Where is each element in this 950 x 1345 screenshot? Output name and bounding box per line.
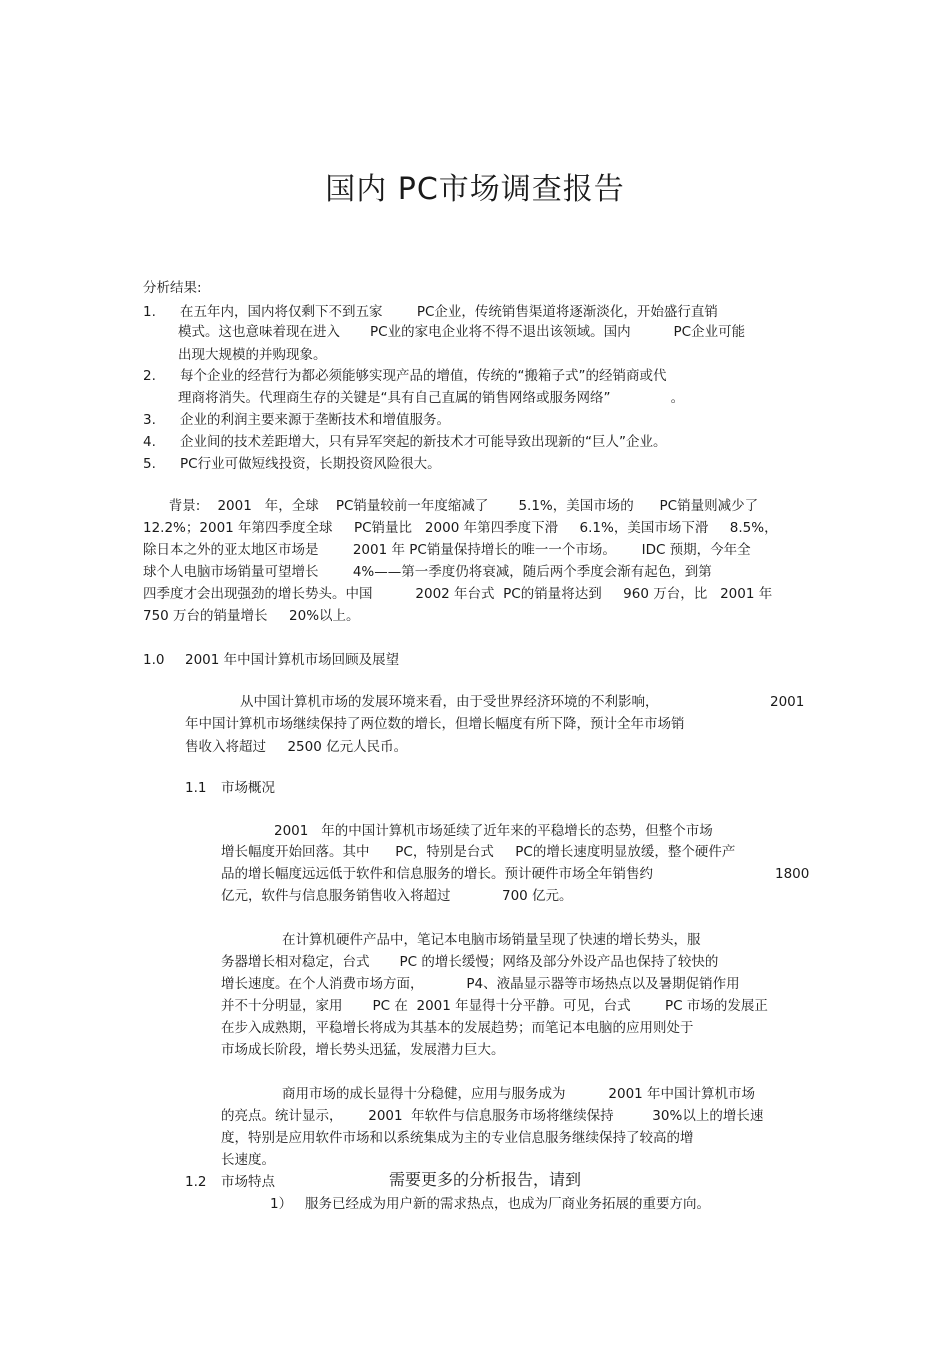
section-paragraph-line: 售收入将超过 2500 亿元人民币。 [185,739,408,755]
paragraph-number: 1800 [775,866,810,882]
paragraph-line: 的亮点。统计显示， 2001 年软件与信息服务市场将继续保持 30%以上的增长速 [221,1108,764,1124]
section-number: 1.0 [143,652,165,668]
paragraph-line: 品的增长幅度远远低于软件和信息服务的增长。预计硬件市场全年销售约 [221,866,653,882]
subsection-title: 市场特点 [221,1174,275,1190]
list-item-line: 企业的利润主要来源于垄断技术和增值服务。 [180,412,450,428]
subsection-number: 1.2 [185,1174,207,1190]
subsection-number: 1.1 [185,780,207,796]
list-item-line: 每个企业的经营行为都必须能够实现产品的增值，传统的“搬箱子式”的经销商或代 [180,368,667,384]
list-item-line: 理商将消失。代理商生存的关键是“具有自己直属的销售网络或服务网络” 。 [178,390,685,406]
list-item-line: PC行业可做短线投资，长期投资风险很大。 [180,456,441,472]
section-title: 2001 年中国计算机市场回顾及展望 [185,652,400,668]
list-item-line: 企业间的技术差距增大，只有异军突起的新技术才可能导致出现新的“巨人”企业。 [180,434,667,450]
paragraph-line: 增长幅度开始回落。其中 PC，特别是台式 PC的增长速度明显放缓，整个硬件产 [221,844,736,860]
list-item-number: 5. [143,456,156,472]
background-line: 四季度才会出现强劲的增长势头。中国 2002 年台式 PC的销量将达到 960 万台，比 2001 年 [143,586,773,602]
paragraph-line: 并不十分明显，家用 PC 在 2001 年显得十分平静。可见，台式 PC 市场的发展正 [221,998,768,1014]
paragraph-line: 市场成长阶段，增长势头迅猛，发展潜力巨大。 [221,1042,505,1058]
background-line: 背景: 2001 年，全球 PC销量较前一年度缩减了 5.1%，美国市场的 PC销量则减少了 [143,498,759,514]
section-paragraph-line: 年中国计算机市场继续保持了两位数的增长，但增长幅度有所下降，预计全年市场销 [185,716,685,732]
paragraph-line: 在计算机硬件产品中，笔记本电脑市场销量呈现了快速的增长势头，服 [282,932,701,948]
list-item-line: 出现大规模的并购现象。 [178,347,327,363]
promo-text: 需要更多的分析报告，请到 [389,1170,582,1189]
list-item-line: 在五年内，国内将仅剩下不到五家 PC企业，传统销售渠道将逐渐淡化，开始盛行直销 [180,304,718,320]
paragraph-line: 增长速度。在个人消费市场方面， P4、液晶显示器等市场热点以及暑期促销作用 [221,976,740,992]
paragraph-line: 亿元，软件与信息服务销售收入将超过 700 亿元。 [221,888,573,904]
list-item-line: 服务已经成为用户新的需求热点，也成为厂商业务拓展的重要方向。 [305,1196,710,1212]
paragraph-line: 2001 年的中国计算机市场延续了近年来的平稳增长的态势，但整个市场 [274,823,713,839]
section-paragraph-line: 从中国计算机市场的发展环境来看，由于受世界经济环境的不利影响， [240,694,659,710]
background-line: 12.2%；2001 年第四季度全球 PC销量比 2000 年第四季度下滑 6.1%，美国市场下滑 8.5%， [143,520,778,536]
paragraph-line: 商用市场的成长显得十分稳健，应用与服务成为 2001 年中国计算机市场 [282,1086,756,1102]
subsection-title: 市场概况 [221,780,275,796]
page-title: 国内 PC市场调查报告 [325,172,625,207]
list-item-number: 1. [143,304,156,320]
list-item-number: 2. [143,368,156,384]
list-item-line: 模式。这也意味着现在进入 PC业的家电企业将不得不退出该领域。国内 PC企业可能 [178,324,746,340]
list-item-number: 4. [143,434,156,450]
analysis-heading: 分析结果: [143,280,202,296]
background-line: 750 万台的销量增长 20%以上。 [143,608,360,624]
background-line: 除日本之外的亚太地区市场是 2001 年 PC销量保持增长的唯一一个市场。 IDC 预期，今年全 [143,542,751,558]
paragraph-line: 在步入成熟期，平稳增长将成为其基本的发展趋势；而笔记本电脑的应用则处于 [221,1020,694,1036]
section-paragraph-year: 2001 [770,694,805,710]
paragraph-line: 长速度。 [221,1152,275,1168]
paragraph-line: 度，特别是应用软件市场和以系统集成为主的专业信息服务继续保持了较高的增 [221,1130,694,1146]
paragraph-line: 务器增长相对稳定，台式 PC 的增长缓慢；网络及部分外设产品也保持了较快的 [221,954,719,970]
background-line: 球个人电脑市场销量可望增长 4%——第一季度仍将衰减，随后两个季度会渐有起色，到第 [143,564,712,580]
list-item-number: 1） [270,1196,293,1212]
list-item-number: 3. [143,412,156,428]
